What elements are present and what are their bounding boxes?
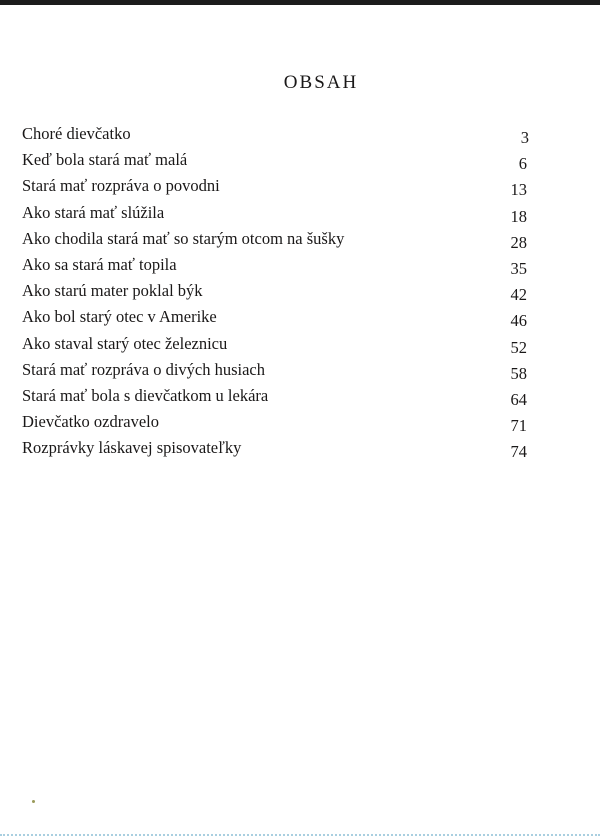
table-of-contents (22, 121, 527, 461)
toc-entry-title: Keď bola stará mať malá (22, 150, 188, 170)
toc-entry-title: Ako stará mať slúžila (22, 202, 165, 222)
toc-entry-title: Ako staval starý otec železnicu (22, 333, 228, 353)
contents-heading: OBSAH (283, 72, 359, 93)
toc-entry-title: Ako chodila stará mať so starým otcom na šušky (22, 228, 345, 248)
toc-entry-page: 74 (510, 442, 527, 462)
toc-entry (22, 278, 527, 304)
toc-entry-title: Choré dievčatko (22, 124, 131, 143)
toc-entry (22, 226, 527, 252)
toc-entry (22, 331, 527, 357)
toc-entry-title: Stará mať rozpráva o divých husiach (22, 359, 266, 379)
toc-entry-page: 35 (510, 258, 527, 278)
toc-entry-page: 58 (510, 363, 527, 383)
toc-entry (22, 173, 527, 199)
toc-entry-page: 3 (520, 128, 529, 147)
toc-entry (22, 383, 527, 409)
toc-entry-page: 13 (510, 180, 527, 200)
top-edge-rule (0, 0, 600, 5)
bottom-page-edge (0, 834, 600, 836)
toc-entry-title: Dievčatko ozdravelo (22, 412, 159, 432)
toc-entry-title: Stará mať bola s dievčatkom u lekára (22, 385, 269, 405)
toc-entry-page: 71 (510, 416, 527, 436)
toc-entry-page: 6 (518, 154, 527, 174)
toc-entry-page: 52 (510, 337, 527, 357)
toc-entry (22, 304, 527, 330)
toc-entry-page: 64 (510, 389, 527, 409)
toc-entry (22, 435, 527, 461)
toc-entry-title: Ako bol starý otec v Amerike (22, 307, 217, 327)
toc-entry-page: 18 (510, 206, 527, 226)
toc-entry-page: 28 (510, 232, 527, 252)
toc-entry-title: Rozprávky láskavej spisovateľky (22, 438, 242, 458)
toc-entry-page: 42 (510, 285, 527, 305)
toc-entry (22, 200, 527, 226)
toc-entry (22, 357, 527, 383)
toc-entry-title: Ako sa stará mať topila (22, 254, 177, 274)
toc-entry (22, 147, 527, 173)
paper-speck (32, 800, 35, 803)
toc-entry-title: Ako starú mater poklal býk (22, 281, 203, 301)
toc-entry-page: 46 (510, 311, 527, 331)
toc-entry (22, 252, 527, 278)
toc-entry (22, 409, 527, 435)
toc-entry-title: Stará mať rozpráva o povodni (22, 176, 220, 196)
toc-entry (22, 121, 527, 147)
